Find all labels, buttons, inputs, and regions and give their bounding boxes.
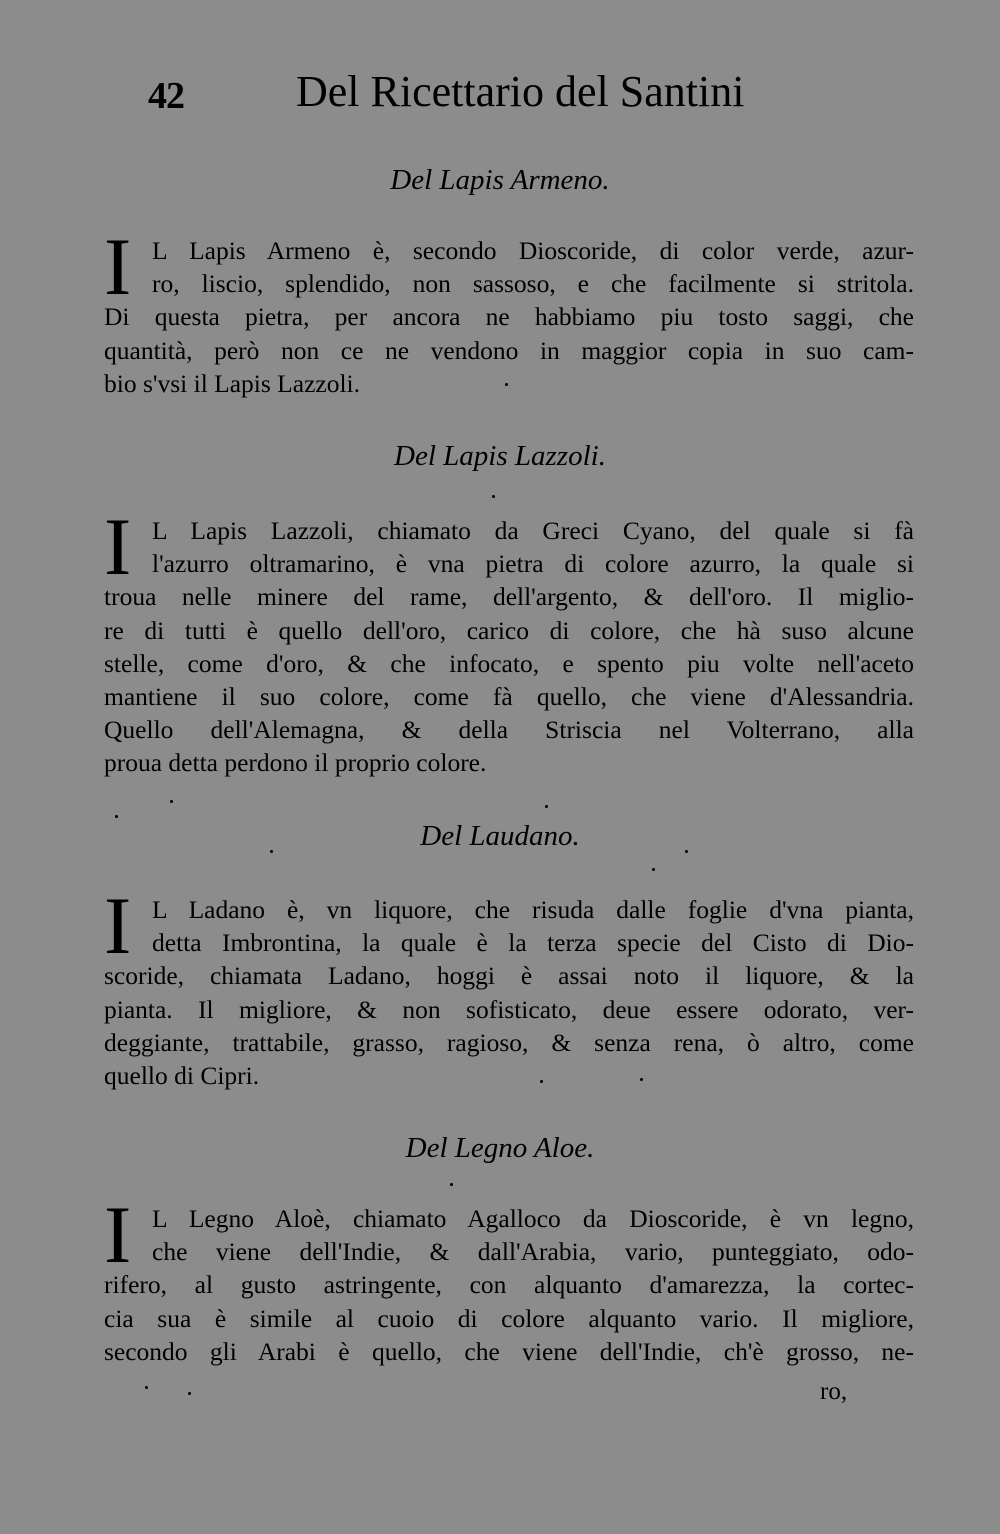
scan-speck: [492, 495, 495, 498]
scan-speck: [505, 383, 508, 386]
text-line: re di tutti è quello dell'oro, carico di colore, che hà suso alcune: [104, 615, 914, 645]
text-line: che viene dell'Indie, & dall'Arabia, vario, punteggiato, odo-: [152, 1237, 914, 1267]
text-line: Di questa pietra, per ancora ne habbiamo piu tosto saggi, che: [104, 302, 914, 332]
text-line: rifero, al gusto astringente, con alquanto d'amarezza, la cortec-: [104, 1270, 914, 1300]
scan-speck: [685, 850, 688, 853]
scan-speck: [540, 1080, 543, 1083]
scan-speck: [450, 1183, 453, 1186]
page-header: [148, 66, 768, 126]
section-body-legno-aloe: [104, 1189, 914, 1368]
scan-speck: [188, 1392, 191, 1395]
drop-cap: I: [104, 880, 132, 971]
scan-speck: [545, 805, 548, 808]
scan-speck: [652, 868, 655, 871]
text-line: L Ladano è, vn liquore, che risuda dalle foglie d'vna pianta,: [152, 895, 914, 924]
text-line: stelle, come d'oro, & che infocato, e spento piu volte nell'aceto: [104, 648, 914, 678]
scan-speck: [170, 800, 173, 803]
text-line: l'azurro oltramarino, è vna pietra di colore azurro, la quale si: [152, 549, 914, 579]
text-line: troua nelle minere del rame, dell'argento, & dell'oro. Il miglio-: [104, 582, 914, 612]
drop-cap: I: [104, 501, 132, 592]
section-body-lapis-lazzoli: [104, 501, 914, 780]
section-title-lapis-lazzoli: Del Lapis Lazzoli.: [394, 440, 606, 472]
section-title-legno-aloe: Del Legno Aloe.: [405, 1132, 595, 1164]
drop-cap: I: [104, 221, 132, 312]
text-line: L Lapis Lazzoli, chiamato da Greci Cyano, del quale si fà: [152, 516, 914, 545]
text-line: scoride, chiamata Ladano, hoggi è assai noto il liquore, & la: [104, 961, 914, 991]
text-line: ro, liscio, splendido, non sassoso, e che facilmente si stritola.: [152, 269, 914, 299]
text-line: bio s'vsi il Lapis Lazzoli.: [104, 368, 361, 398]
drop-cap: I: [104, 1189, 132, 1280]
text-line: deggiante, trattabile, grasso, ragioso, & senza rena, ò altro, come: [104, 1027, 914, 1057]
text-line: L Lapis Armeno è, secondo Dioscoride, di color verde, azur-: [152, 236, 914, 265]
catchword: ro,: [820, 1378, 848, 1405]
scan-speck: [270, 850, 273, 853]
section-title-laudano: Del Laudano.: [420, 820, 580, 852]
text-line: proua detta perdono il proprio colore.: [104, 748, 487, 778]
text-line: secondo gli Arabi è quello, che viene dell'Indie, ch'è grosso, ne-: [104, 1336, 914, 1366]
text-line: detta Imbrontina, la quale è la terza specie del Cisto di Dio-: [152, 928, 914, 958]
section-body-laudano: [104, 880, 914, 1092]
section-body-lapis-armeno: [104, 221, 914, 400]
text-line: cia sua è simile al cuoio di colore alquanto vario. Il migliore,: [104, 1303, 914, 1333]
text-line: L Legno Aloè, chiamato Agalloco da Dioscoride, è vn legno,: [152, 1204, 914, 1233]
page-number: 42: [148, 75, 184, 117]
text-line: pianta. Il migliore, & non sofisticato, deue essere odorato, ver-: [104, 994, 914, 1024]
running-head: Del Ricettario del Santini: [296, 67, 745, 116]
text-line: quantità, però non ce ne vendono in maggior copia in suo cam-: [104, 335, 914, 365]
scan-speck: [145, 1386, 148, 1389]
section-title-lapis-armeno: Del Lapis Armeno.: [390, 164, 610, 196]
text-line: quello di Cipri.: [104, 1060, 260, 1090]
scan-speck: [115, 815, 118, 818]
text-line: Quello dell'Alemagna, & della Striscia nel Volterrano, alla: [104, 715, 914, 745]
text-line: mantiene il suo colore, come fà quello, che viene d'Alessandria.: [104, 681, 914, 711]
scan-speck: [640, 1078, 643, 1081]
